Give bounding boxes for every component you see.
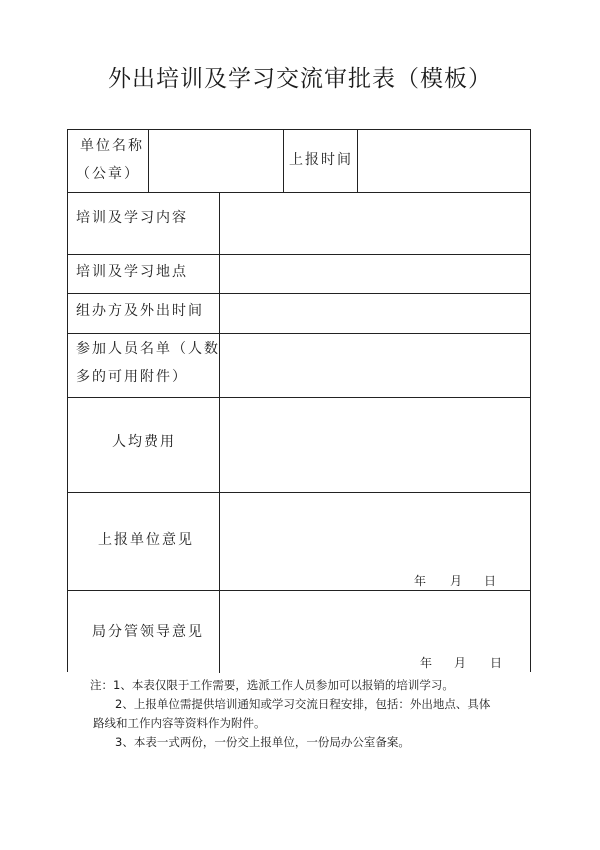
date-day: 日 — [484, 574, 497, 588]
note-line-3: 路线和工作内容等资料作为附件。 — [93, 716, 266, 730]
form-notes — [90, 676, 530, 752]
unit-opinion-date — [414, 572, 496, 589]
date-month: 月 — [450, 574, 463, 588]
row-divider — [68, 254, 530, 255]
date-year: 年 — [420, 656, 433, 670]
column-divider — [357, 130, 358, 192]
leader-opinion-date — [420, 654, 502, 671]
date-day: 日 — [490, 656, 503, 670]
unit-opinion-label: 上报单位意见 — [98, 532, 194, 548]
approval-form-table — [67, 129, 531, 672]
row-divider — [68, 492, 530, 493]
page-title: 外出培训及学习交流审批表（模板） — [108, 66, 492, 92]
participants-label-line1: 参加人员名单（人数 — [76, 341, 220, 357]
per-capita-cost-label: 人均费用 — [112, 434, 176, 450]
participants-label-line2: 多的可用附件） — [76, 369, 188, 385]
date-month: 月 — [454, 656, 467, 670]
training-location-label: 培训及学习地点 — [76, 264, 188, 280]
row-divider — [68, 590, 530, 591]
note-line-1: 注：1、本表仅限于工作需要，选派工作人员参加可以报销的培训学习。 — [90, 678, 454, 692]
row-divider — [68, 293, 530, 294]
column-divider — [148, 130, 149, 192]
training-content-label: 培训及学习内容 — [76, 210, 188, 226]
official-seal-label: （公章） — [76, 166, 140, 182]
note-line-4: 3、本表一式两份，一份交上报单位，一份局办公室备案。 — [115, 735, 410, 749]
unit-name-label: 单位名称 — [80, 138, 144, 154]
column-divider — [219, 192, 220, 673]
row-divider — [68, 333, 530, 334]
row-divider — [68, 397, 530, 398]
row-divider — [68, 192, 530, 193]
column-divider — [283, 130, 284, 192]
report-time-label: 上报时间 — [289, 152, 353, 168]
organizer-time-label: 组办方及外出时间 — [76, 303, 204, 319]
note-line-2: 2、上报单位需提供培训通知或学习交流日程安排，包括：外出地点、具体 — [115, 697, 491, 711]
leader-opinion-label: 局分管领导意见 — [92, 624, 204, 640]
date-year: 年 — [414, 574, 427, 588]
